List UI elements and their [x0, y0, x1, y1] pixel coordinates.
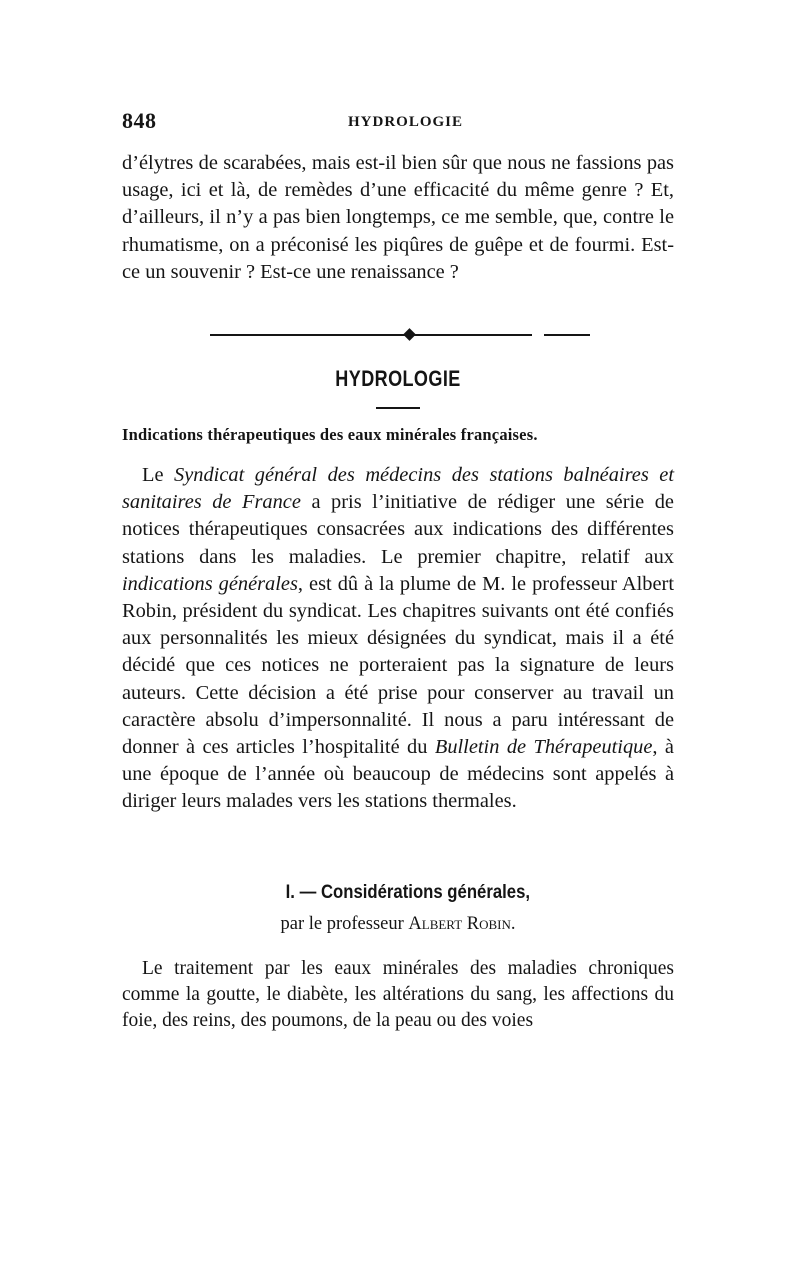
main-text-part-3: , à une époque de l’année où beaucoup de médecins sont appelés à diriger leurs malades vers les stations thermales.: [122, 736, 674, 813]
syndicat-name: Syndicat général des médecins des stations balnéaires et sanitaires de France: [122, 464, 675, 514]
running-title: HYDROLOGIE: [348, 114, 464, 130]
main-paragraph: [122, 462, 674, 816]
divider-diamond-ornament: [403, 328, 416, 341]
chapter-byline: [122, 914, 674, 935]
page-number: 848: [122, 108, 157, 133]
document-page: [122, 0, 674, 1262]
main-text-part-2: , est dû à la plume de M. le professeur Albert Robin, président du syndicat. Les chapitres suivants ont été confiés aux personnalités les mieux désignées du syndicat, mais il a été décidé que ces notices ne porteraient pas la signature de leurs auteurs. Cette décision a été prise pour conserver au travail un caractère absolu d’impersonnalité. Il nous a paru intéressant de donner à ces articles l’hospitalité du: [122, 572, 675, 759]
chapter-heading-text: I. — Considérations générales,: [285, 882, 531, 903]
section-divider: [210, 330, 590, 340]
bulletin-name: Bulletin de Thérapeutique: [434, 736, 653, 759]
divider-long-line: [210, 334, 532, 336]
indications-term: indications générales: [122, 572, 298, 595]
divider-short-line: [544, 334, 590, 336]
title-underline-rule: [376, 407, 420, 409]
byline-prefix: par le professeur: [280, 914, 409, 934]
main-opening: Le: [142, 464, 175, 486]
byline-author: Albert Robin: [408, 914, 511, 934]
main-text-part-1: a pris l’initiative de rédiger une série de notices thérapeutiques consacrées aux indications des différentes stations dans les maladies. Le premier chapitre, relatif aux: [122, 491, 674, 568]
byline-suffix: .: [510, 914, 516, 934]
running-header: [122, 108, 674, 138]
intro-paragraph: d’élytres de scarabées, mais est-il bien sûr que nous ne fassions pas usage, ici et là, de remèdes d’une efficacité du même genre ? Et, d’ailleurs, il n’y a pas bien longtemps, ce me semble, que, contre le rhumatisme, on a préconisé les piqûres de guêpe et de fourmi. Est-ce un souvenir ? Est-ce une renaissance ?: [122, 152, 674, 283]
section-title: HYDROLOGIE: [335, 366, 461, 391]
section-subtitle: Indications thérapeutiques des eaux minérales françaises.: [122, 425, 538, 444]
chapter-heading: [122, 882, 674, 904]
final-paragraph: Le traitement par les eaux minérales des maladies chroniques comme la goutte, le diabète, les altérations du sang, les affections du foie, des reins, des poumons, de la peau ou des voies: [122, 958, 674, 1031]
